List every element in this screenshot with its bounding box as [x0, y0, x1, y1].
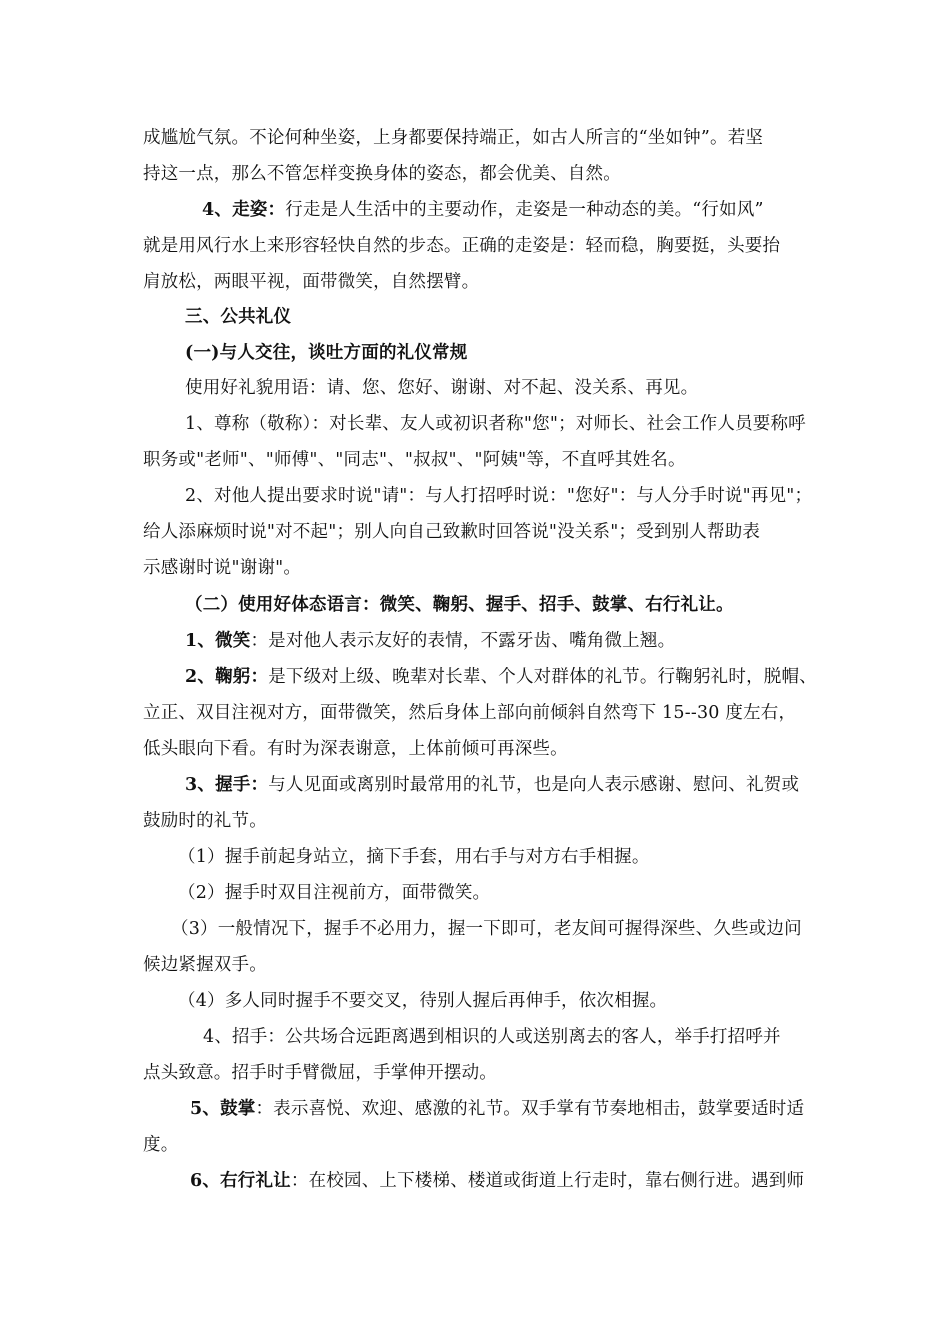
text-run: 肩放松，两眼平视，面带微笑，自然摆臂。: [143, 272, 480, 292]
text-run: 就是用风行水上来形容轻快自然的步态。正确的走姿是：轻而稳，胸要挺，头要抬: [143, 236, 781, 256]
text-line: [190, 1098, 804, 1120]
text-run: 4、招手：公共场合远距离遇到相识的人或送别离去的客人，举手打招呼并: [203, 1027, 781, 1047]
bold-text: 三、公共礼仪: [185, 307, 292, 327]
text-line: [143, 521, 760, 543]
text-line: [185, 630, 675, 652]
text-run: 是下级对上级、晚辈对长辈、个人对群体的礼节。行鞠躬礼时，脱帽、: [268, 667, 817, 687]
text-line: [143, 1062, 497, 1084]
bold-text: 5、鼓掌: [190, 1099, 256, 1119]
text-run: 持这一点，那么不管怎样变换身体的姿态，都会优美、自然。: [143, 164, 621, 184]
text-run: ：是对他人表示友好的表情，不露牙齿、嘴角微上翘。: [250, 631, 676, 651]
bold-text: 2、鞠躬：: [185, 667, 269, 687]
text-line: [178, 882, 490, 904]
text-run: 行走是人生活中的主要动作，走姿是一种动态的美。“行如风”: [285, 200, 764, 220]
text-run: 使用好礼貌用语：请、您、您好、谢谢、对不起、没关系、再见。: [185, 378, 699, 398]
text-line: [171, 918, 802, 940]
text-run: 1、尊称（敬称）：对长辈、友人或初识者称"您"；对师长、社会工作人员要称呼: [185, 414, 806, 434]
text-line: [190, 1170, 804, 1192]
bold-text: 6、右行礼让: [190, 1171, 291, 1191]
text-run: 示感谢时说"谢谢"。: [143, 558, 302, 578]
text-line: [185, 666, 817, 688]
text-run: 鼓励时的礼节。: [143, 811, 267, 831]
text-line: [143, 163, 621, 185]
text-run: 低头眼向下看。有时为深表谢意，上体前倾可再深些。: [143, 739, 568, 759]
text-line: [143, 738, 568, 760]
subsection-heading: [185, 342, 467, 364]
section-heading: [185, 306, 291, 328]
text-run: 立正、双目注视对方，面带微笑，然后身体上部向前倾斜自然弯下 15--30 度左右，: [143, 703, 797, 723]
text-line: [178, 846, 650, 868]
text-run: 2、对他人提出要求时说"请"：与人打招呼时说："您好"：与人分手时说"再见"；: [185, 486, 813, 506]
text-run: （1）握手前起身站立，摘下手套，用右手与对方右手相握。: [178, 847, 650, 867]
text-run: 候边紧握双手。: [143, 955, 267, 975]
text-run: ：在校园、上下楼梯、楼道或街道上行走时，靠右侧行进。遇到师: [290, 1171, 805, 1191]
text-run: ：表示喜悦、欢迎、感激的礼节。双手掌有节奏地相击，鼓掌要适时适: [255, 1099, 805, 1119]
text-line: [143, 810, 267, 832]
text-run: （2）握手时双目注视前方，面带微笑。: [178, 883, 491, 903]
text-line: [185, 413, 806, 435]
bold-text: 3、握手：: [185, 775, 269, 795]
bold-text: （二）使用好体态语言：微笑、鞠躬、握手、招手、鼓掌、右行礼让。: [185, 595, 734, 615]
text-line: [185, 485, 812, 507]
text-run: 与人见面或离别时最常用的礼节，也是向人表示感谢、慰问、礼贺或: [268, 775, 800, 795]
text-line: [202, 199, 764, 221]
text-line: [185, 774, 799, 796]
bold-text: (一)与人交往，谈吐方面的礼仪常规: [185, 343, 468, 363]
text-run: （3）一般情况下，握手不必用力，握一下即可，老友间可握得深些、久些或边问: [171, 919, 802, 939]
subsection-heading: [185, 594, 734, 616]
text-line: [143, 449, 686, 471]
bold-text: 1、微笑: [185, 631, 251, 651]
text-line: [143, 557, 301, 579]
text-line: [143, 235, 780, 257]
text-line: [178, 990, 667, 1012]
text-run: 点头致意。招手时手臂微屈，手掌伸开摆动。: [143, 1063, 497, 1083]
text-run: 度。: [143, 1135, 179, 1155]
bold-text: 4、走姿：: [202, 200, 286, 220]
text-line: [143, 1134, 178, 1156]
text-line: [143, 271, 479, 293]
text-line: [185, 377, 698, 399]
text-run: 职务或"老师"、"师傅"、"同志"、"叔叔"、"阿姨"等，不直呼其姓名。: [143, 450, 686, 470]
text-line: [143, 127, 808, 149]
text-line: [203, 1026, 781, 1048]
text-run: 成尴尬气氛。不论何种坐姿，上身都要保持端正，如古人所言的“坐如钟”。若坚: [143, 128, 764, 148]
text-run: （4）多人同时握手不要交叉，待别人握后再伸手，依次相握。: [178, 991, 668, 1011]
text-run: 给人添麻烦时说"对不起"；别人向自己致歉时回答说"没关系"；受到别人帮助表: [143, 522, 761, 542]
text-line: [143, 954, 267, 976]
text-line: [143, 702, 796, 724]
